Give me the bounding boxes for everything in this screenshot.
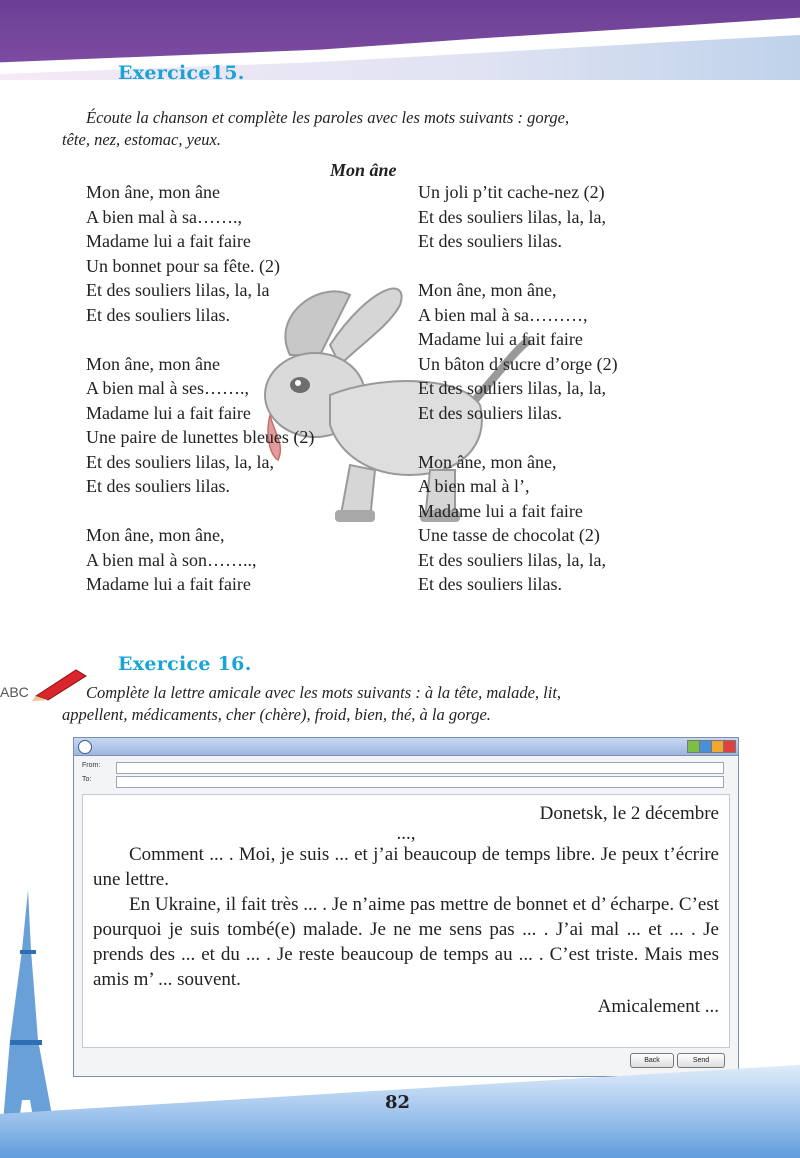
verse-line: Et des souliers lilas, la, la <box>86 280 270 300</box>
verse-line <box>418 425 618 450</box>
verse-line: A bien mal à l’, <box>418 476 530 496</box>
verse-line: Et des souliers lilas, la, la, <box>418 549 606 570</box>
email-window <box>73 737 739 1077</box>
verse-line <box>418 254 618 279</box>
exercise-16-title: Exercice 16. <box>118 653 252 675</box>
verse-line: Un bâton d’sucre d’orge (2) <box>418 353 618 374</box>
verse-line: Un joli p’tit cache-nez (2) <box>418 182 605 202</box>
verse-line: A bien mal à son…….., <box>86 549 257 570</box>
app-icon <box>78 740 92 754</box>
verse-line: Et des souliers lilas. <box>418 574 562 594</box>
closing: Amicalement ... <box>597 996 719 1017</box>
verse-line: Et des souliers lilas. <box>418 402 562 423</box>
verse-line: Et des souliers lilas, la, la, <box>418 378 606 398</box>
verse-line: A bien mal à ses……., <box>86 378 249 398</box>
exercise-16-instruction-line1: Complète la lettre amicale avec les mots suivants : à la tête, malade, lit, <box>86 683 562 702</box>
verse-line: Et des souliers lilas. <box>86 476 230 496</box>
verse-line: Mon âne, mon âne, <box>418 280 557 300</box>
verse-line: Et des souliers lilas. <box>86 304 230 325</box>
send-button[interactable]: Send <box>677 1053 725 1068</box>
verse-line: A bien mal à sa………, <box>418 304 588 325</box>
from-field[interactable] <box>116 762 724 774</box>
verse-line <box>86 327 314 352</box>
to-label: To: <box>82 776 92 783</box>
email-titlebar <box>74 738 738 756</box>
verse-right-column <box>418 180 618 597</box>
verse-line: Et des souliers lilas. <box>418 231 562 251</box>
verse-line: A bien mal à sa……., <box>86 206 242 227</box>
back-button[interactable]: Back <box>630 1053 674 1068</box>
verse-line: Madame lui a fait faire <box>418 500 583 521</box>
verse-left-column <box>86 180 314 597</box>
pencil-icon <box>30 666 90 702</box>
letter-body[interactable] <box>82 794 730 1048</box>
to-field[interactable] <box>116 776 724 788</box>
verse-line: Madame lui a fait faire <box>86 231 251 251</box>
abc-pencil-label: ABC <box>0 684 29 700</box>
letter-paragraph-1: Comment ... . Moi, je suis ... et j’ai beaucoup de temps libre. Je peux t’écrire une lettre. <box>93 844 719 890</box>
verse-line: Mon âne, mon âne, <box>86 525 225 545</box>
verse-line: Mon âne, mon âne <box>86 353 220 374</box>
verse-line: Madame lui a fait faire <box>418 329 583 349</box>
page-number: 82 <box>385 1092 411 1113</box>
from-label: From: <box>82 762 101 769</box>
place-date: Donetsk, le 2 décembre <box>539 803 719 824</box>
verse-line: Une tasse de chocolat (2) <box>418 525 600 545</box>
exercise-15-title: Exercice15. <box>118 62 245 84</box>
close-icon[interactable] <box>723 740 736 753</box>
letter-paragraph-2: En Ukraine, il fait très ... . Je n’aime pas mettre de bonnet et d’ écharpe. C’est pourquoi je suis tombé(e) malade. Je ne me sens pas ... . J’ai mal ... et ... . Je prends des ... et du ... . Je reste beaucoup de temps au ... . C’est triste. Mais mes amis m’ ... souvent. <box>93 894 719 990</box>
song-title: Mon âne <box>330 160 397 180</box>
verse-line: Mon âne, mon âne, <box>418 451 557 472</box>
verse-line: Madame lui a fait faire <box>86 402 251 423</box>
verse-line: Et des souliers lilas, la, la, <box>86 451 274 472</box>
greeting: ..., <box>396 823 416 844</box>
verse-line: Un bonnet pour sa fête. (2) <box>86 255 280 276</box>
verse-line: Madame lui a fait faire <box>86 574 251 594</box>
verse-line: Une paire de lunettes bleues (2) <box>86 427 315 447</box>
exercise-15-instruction-line1: Écoute la chanson et complète les paroles avec les mots suivants : gorge, <box>86 108 570 127</box>
exercise-15-instruction-line2: tête, nez, estomac, yeux. <box>62 130 221 149</box>
verse-line: Mon âne, mon âne <box>86 182 220 202</box>
verse-line <box>86 499 314 524</box>
verse-line: Et des souliers lilas, la, la, <box>418 206 606 227</box>
exercise-16-instruction-line2: appellent, médicaments, cher (chère), froid, bien, thé, à la gorge. <box>62 705 491 724</box>
